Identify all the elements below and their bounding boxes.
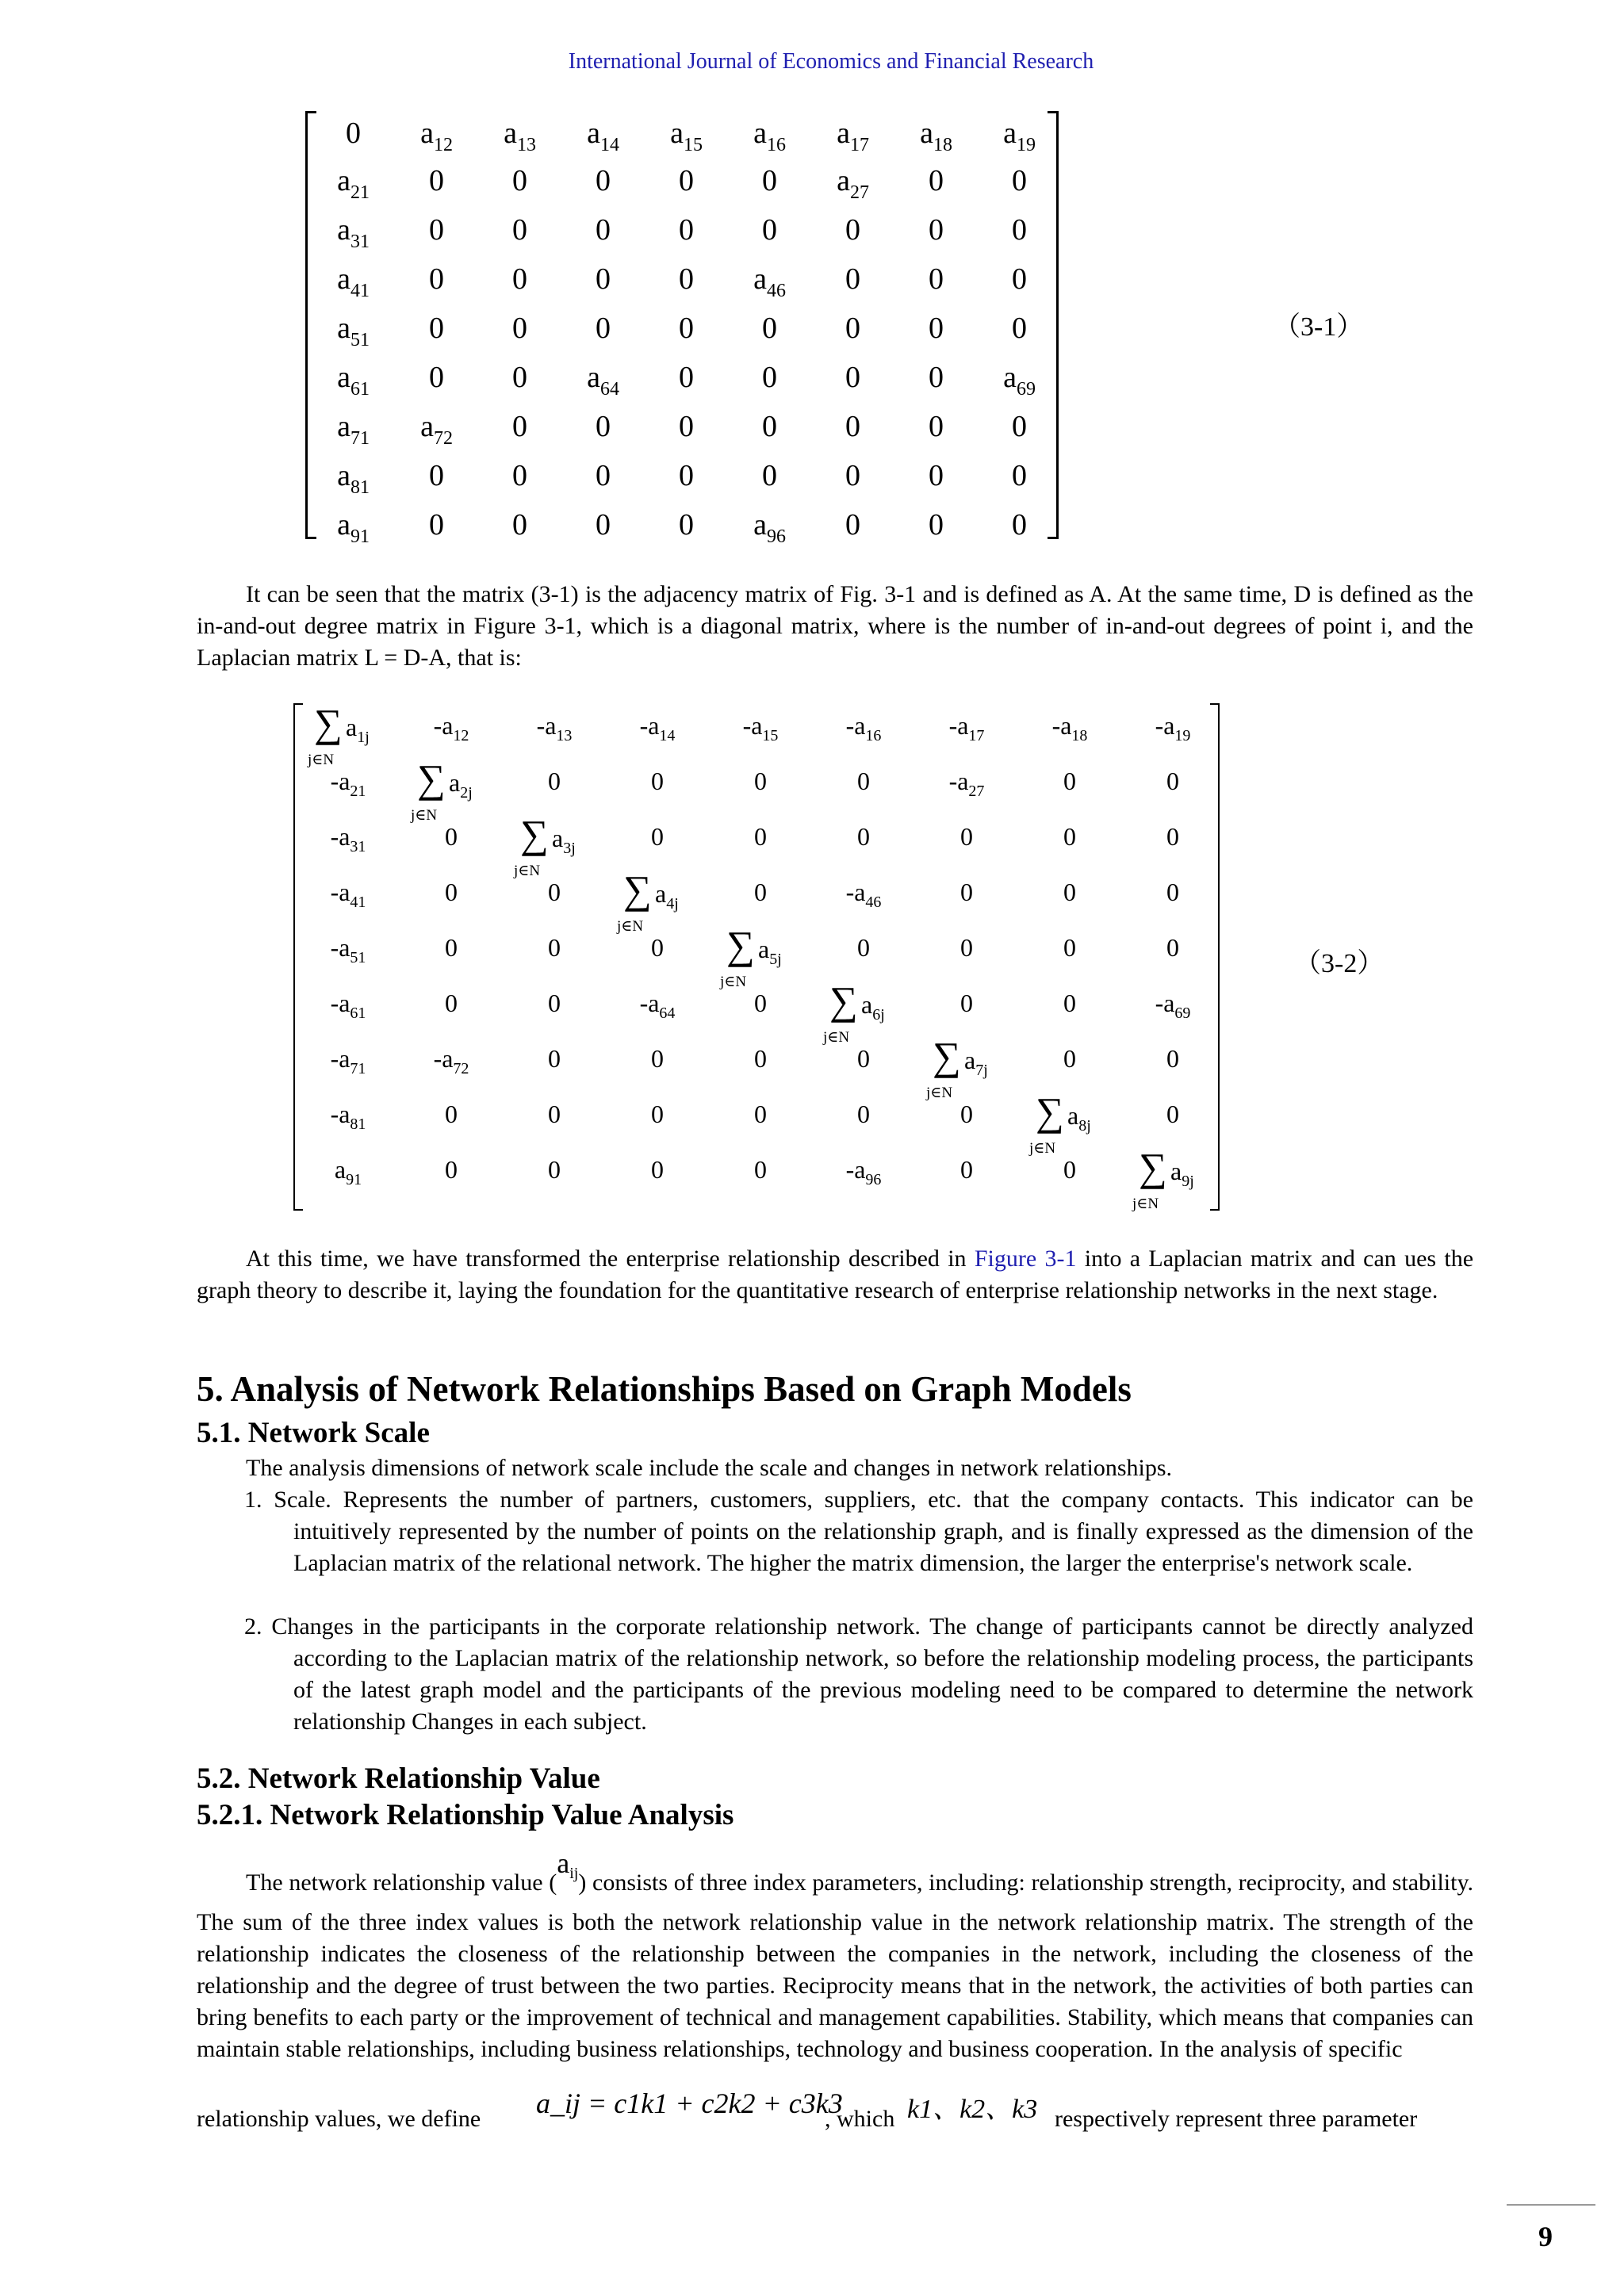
matrix-entry: $a_{81}$ <box>337 459 370 498</box>
matrix-entry: 0 <box>512 213 527 247</box>
matrix-entry: $a_{64}$ <box>587 361 619 400</box>
matrix-entry: $-a_{41}$ <box>330 878 366 911</box>
paragraph-relationship-value: The network relationship value $(a_{ij})$ consists of three index parameters, including: relationship strength, reciprocity, and stability. The sum of the three index values is both the network relationship value in the network relationship matrix. The strength of the relationship indicates the closeness of the relationship between the companies in the network, including the closeness of the relationship and the degree of trust between the two parties. Reciprocity means that in the network, the activities of both parties can bring benefits to each party or the improvement of technical and management capabilities. Stability, which means that companies can maintain stable relationships, including business relationships, technology and business cooperation. In the analysis of specific <box>197 1847 1473 2062</box>
matrix-entry: 0 <box>754 989 767 1017</box>
matrix-entry: 0 <box>857 822 870 851</box>
matrix-entry: 0 <box>929 361 944 394</box>
matrix-entry: $-a_{31}$ <box>330 822 366 855</box>
matrix-entry: $a_{18}$ <box>920 117 952 155</box>
degree-sum: ∑ $a_{5j}$ j∈N <box>720 923 782 990</box>
matrix-entry: 0 <box>762 459 777 492</box>
section-5-heading: 5. Analysis of Network Relationships Based on Graph Models <box>197 1369 1132 1409</box>
matrix-entry: 0 <box>857 933 870 962</box>
matrix-entry: 0 <box>679 459 694 492</box>
matrix-entry: 0 <box>929 508 944 541</box>
matrix-entry: 0 <box>929 262 944 296</box>
matrix-entry: 0 <box>1012 262 1027 296</box>
matrix-entry: $a_{19}$ <box>1003 117 1036 155</box>
matrix-entry: 0 <box>857 1100 870 1128</box>
matrix-entry: 0 <box>1012 459 1027 492</box>
matrix-entry: 0 <box>679 508 694 541</box>
matrix-entry: $-a_{64}$ <box>639 989 676 1022</box>
matrix-entry: $-a_{15}$ <box>742 711 779 744</box>
matrix-entry: 0 <box>960 822 973 851</box>
matrix-entry: 0 <box>1063 822 1076 851</box>
matrix-entry: 0 <box>512 312 527 345</box>
laplacian-matrix <box>293 703 1220 1211</box>
matrix-entry: 0 <box>1166 878 1179 906</box>
matrix-entry: 0 <box>512 361 527 394</box>
matrix-entry: $-a_{61}$ <box>330 989 366 1022</box>
matrix-entry: $a_{14}$ <box>587 117 619 155</box>
matrix-entry: 0 <box>1063 1155 1076 1184</box>
list-item-changes: 2. Changes in the participants in the corporate relationship network. The change of participants cannot be directly analyzed according to the Laplacian matrix of the relationship network, so before the relationship modeling process, the participants of the latest graph model and the participants of the previous modeling need to be compared to determine the network relationship Changes in each subject. <box>244 1613 1473 1735</box>
matrix-entry: 0 <box>960 933 973 962</box>
matrix-entry: 0 <box>845 262 860 296</box>
matrix-entry: $-a_{21}$ <box>330 767 366 800</box>
matrix-entry: 0 <box>762 213 777 247</box>
matrix-entry <box>1121 1145 1224 1216</box>
matrix-entry: $a_{71}$ <box>337 410 370 449</box>
matrix-entry: 0 <box>651 1155 664 1184</box>
matrix-entry: 0 <box>929 213 944 247</box>
matrix-entry: 0 <box>845 361 860 394</box>
matrix-entry: 0 <box>762 410 777 443</box>
matrix-entry: $a_{31}$ <box>337 213 370 252</box>
matrix-entry: 0 <box>845 213 860 247</box>
section-5-2-1-heading: 5.2.1. Network Relationship Value Analysis <box>197 1799 734 1831</box>
matrix-entry <box>606 867 709 939</box>
matrix-entry: 0 <box>429 312 444 345</box>
matrix-entry: 0 <box>512 459 527 492</box>
matrix-entry: 0 <box>845 410 860 443</box>
degree-sum: ∑ $a_{2j}$ j∈N <box>411 756 473 824</box>
matrix-entry: 0 <box>429 508 444 541</box>
matrix-entry: $-a_{46}$ <box>845 878 882 911</box>
matrix-entry: 0 <box>960 1100 973 1128</box>
matrix-entry: 0 <box>679 361 694 394</box>
matrix-entry: 0 <box>1063 1044 1076 1073</box>
last-line-which: , which <box>825 2106 895 2132</box>
degree-sum: ∑ $a_{9j}$ j∈N <box>1132 1145 1194 1212</box>
matrix-entry: 0 <box>960 878 973 906</box>
matrix-entry: $a_{91}$ <box>334 1155 362 1188</box>
matrix-entry: $-a_{81}$ <box>330 1100 366 1133</box>
matrix-entry: 0 <box>857 1044 870 1073</box>
degree-sum: ∑ $a_{4j}$ j∈N <box>617 867 679 935</box>
matrix-entry: 0 <box>548 933 561 962</box>
matrix-entry: 0 <box>845 312 860 345</box>
matrix-entry: 0 <box>596 262 611 296</box>
matrix-entry <box>709 923 812 994</box>
last-line-tail: respectively represent three parameter <box>1055 2106 1418 2132</box>
matrix-entry: 0 <box>1063 767 1076 795</box>
matrix-entry <box>503 812 606 883</box>
matrix-entry: $-a_{71}$ <box>330 1044 366 1077</box>
matrix-entry: 0 <box>445 822 458 851</box>
matrix-entry: $-a_{16}$ <box>845 711 882 744</box>
degree-sum: ∑ $a_{7j}$ j∈N <box>926 1034 988 1101</box>
matrix-entry: 0 <box>445 1100 458 1128</box>
matrix-entry: 0 <box>857 767 870 795</box>
matrix-entry: 0 <box>960 1155 973 1184</box>
matrix-entry: $-a_{14}$ <box>639 711 676 744</box>
matrix-entry: 0 <box>512 262 527 296</box>
matrix-entry: 0 <box>429 164 444 197</box>
matrix-entry: 0 <box>346 117 361 150</box>
figure-3-1-link[interactable]: Figure 3-1 <box>974 1246 1077 1272</box>
matrix-entry: 0 <box>929 459 944 492</box>
matrix-entry: 0 <box>596 508 611 541</box>
matrix-entry: $a_{91}$ <box>337 508 370 547</box>
matrix-entry: 0 <box>651 822 664 851</box>
matrix-entry: $a_{16}$ <box>753 117 786 155</box>
matrix-entry <box>400 756 503 828</box>
matrix-entry: 0 <box>445 1155 458 1184</box>
matrix-entry: 0 <box>1166 767 1179 795</box>
matrix-entry: 0 <box>548 989 561 1017</box>
matrix-entry <box>915 1034 1018 1105</box>
equation-number-3-2: （3-2） <box>1294 949 1385 978</box>
matrix-entry: $-a_{27}$ <box>948 767 985 800</box>
matrix-entry: 0 <box>1063 933 1076 962</box>
section-5-2-heading: 5.2. Network Relationship Value <box>197 1762 600 1795</box>
matrix-entry: 0 <box>754 1155 767 1184</box>
matrix-entry: 0 <box>679 262 694 296</box>
matrix-entry: 0 <box>1012 410 1027 443</box>
degree-sum: ∑ $a_{8j}$ j∈N <box>1029 1089 1091 1157</box>
matrix-entry: 0 <box>1012 312 1027 345</box>
matrix-entry: 0 <box>1012 508 1027 541</box>
matrix-entry: 0 <box>929 164 944 197</box>
matrix-entry: 0 <box>1063 989 1076 1017</box>
matrix-entry: $a_{41}$ <box>337 262 370 301</box>
matrix-entry: 0 <box>1166 933 1179 962</box>
matrix-entry: 0 <box>429 262 444 296</box>
matrix-entry: $-a_{51}$ <box>330 933 366 966</box>
matrix-entry: 0 <box>679 164 694 197</box>
last-line-lead: relationship values, we define <box>197 2106 481 2132</box>
matrix-entry: $a_{27}$ <box>837 164 869 203</box>
matrix-entry: 0 <box>429 213 444 247</box>
matrix-entry: 0 <box>762 361 777 394</box>
matrix-entry: $-a_{19}$ <box>1155 711 1191 744</box>
matrix-entry: $a_{13}$ <box>504 117 536 155</box>
matrix-entry: 0 <box>845 459 860 492</box>
matrix-entry: $-a_{12}$ <box>433 711 469 744</box>
list-item-scale: 1. Scale. Represents the number of partners, customers, suppliers, etc. that the company contacts. This indicator can be intuitively represented by the number of points on the relationship graph, and is finally expressed as the dimension of the Laplacian matrix of the relational network. The higher the matrix dimension, the larger the enterprise's network scale. <box>244 1487 1473 1576</box>
matrix-entry: 0 <box>1012 164 1027 197</box>
matrix-entry: $a_{46}$ <box>753 262 786 301</box>
matrix-entry: 0 <box>596 164 611 197</box>
matrix-entry: 0 <box>596 410 611 443</box>
matrix-entry <box>812 978 915 1050</box>
matrix-entry: 0 <box>512 508 527 541</box>
matrix-entry: 0 <box>651 1044 664 1073</box>
matrix-entry: 0 <box>960 989 973 1017</box>
matrix-entry: 0 <box>679 410 694 443</box>
matrix-entry: 0 <box>754 878 767 906</box>
matrix-entry: 0 <box>512 410 527 443</box>
paragraph-laplacian <box>197 1243 1473 1307</box>
matrix-entry: 0 <box>651 933 664 962</box>
matrix-entry: $-a_{17}$ <box>948 711 985 744</box>
matrix-entry: 0 <box>548 1100 561 1128</box>
matrix-entry: 0 <box>596 213 611 247</box>
matrix-entry: 0 <box>548 1155 561 1184</box>
matrix-entry: 0 <box>651 1100 664 1128</box>
para2-text-a: At this time, we have transformed the enterprise relationship described in <box>246 1246 975 1272</box>
matrix-entry: 0 <box>679 312 694 345</box>
matrix-entry: $a_{61}$ <box>337 361 370 400</box>
matrix-entry: 0 <box>548 878 561 906</box>
matrix-entry: $a_{21}$ <box>337 164 370 203</box>
matrix-entry: 0 <box>548 767 561 795</box>
matrix-entry: $a_{69}$ <box>1003 361 1036 400</box>
relationship-value-formula: a_ij = c1k1 + c2k2 + c3k3 <box>536 2087 843 2119</box>
matrix-entry: 0 <box>1166 1100 1179 1128</box>
matrix-entry: 0 <box>845 508 860 541</box>
matrix-entry: 0 <box>754 1100 767 1128</box>
matrix-entry: 0 <box>512 164 527 197</box>
matrix-entry: 0 <box>596 312 611 345</box>
matrix-entry: $a_{96}$ <box>753 508 786 547</box>
matrix-entry: 0 <box>1166 822 1179 851</box>
matrix-entry: $a_{72}$ <box>420 410 453 449</box>
matrix-entry: $-a_{13}$ <box>536 711 573 744</box>
matrix-entry: 0 <box>445 878 458 906</box>
matrix-entry: 0 <box>548 1044 561 1073</box>
matrix-entry: 0 <box>445 933 458 962</box>
matrix-entry: $-a_{72}$ <box>433 1044 469 1077</box>
matrix-entry: $a_{51}$ <box>337 312 370 350</box>
matrix-entry: 0 <box>929 410 944 443</box>
matrix-entry: 0 <box>429 459 444 492</box>
matrix-entry: 0 <box>1063 878 1076 906</box>
matrix-entry: $-a_{18}$ <box>1051 711 1088 744</box>
matrix-entry: 0 <box>754 767 767 795</box>
equation-number-3-1: （3-1） <box>1274 312 1364 342</box>
a-symbol: a <box>557 1847 570 1879</box>
matrix-entry: $a_{15}$ <box>670 117 703 155</box>
matrix-entry <box>297 701 400 772</box>
journal-header: International Journal of Economics and Financial Research <box>568 49 1094 74</box>
matrix-entry: 0 <box>445 989 458 1017</box>
matrix-entry: 0 <box>754 822 767 851</box>
section-5-1-heading: 5.1. Network Scale <box>197 1417 430 1449</box>
degree-sum: ∑ $a_{6j}$ j∈N <box>823 978 885 1046</box>
matrix-entry: 0 <box>596 459 611 492</box>
matrix-entry: 0 <box>762 312 777 345</box>
matrix-entry: $a_{12}$ <box>420 117 453 155</box>
matrix-entry: 0 <box>1012 213 1027 247</box>
k-parameters: k1、k2、k3 <box>907 2095 1038 2124</box>
matrix-entry: $a_{17}$ <box>837 117 869 155</box>
paragraph-adjacency: It can be seen that the matrix (3-1) is the adjacency matrix of Fig. 3-1 and is defined as A. At the same time, D is defined as the in-and-out degree matrix in Figure 3-1, which is a diagonal matrix, where is the number of in-and-out degrees of point i, and the Laplacian matrix L = D-A, that is: <box>197 581 1473 671</box>
matrix-entry: 0 <box>651 767 664 795</box>
footer-rule <box>1507 2204 1595 2206</box>
matrix-entry: 0 <box>929 312 944 345</box>
section-5-1-intro: The analysis dimensions of network scale include the scale and changes in network relationships. <box>246 1455 1173 1481</box>
matrix-entry <box>1018 1089 1121 1161</box>
degree-sum: ∑ $a_{3j}$ j∈N <box>514 812 576 879</box>
matrix-entry: 0 <box>429 361 444 394</box>
matrix-entry: 0 <box>754 1044 767 1073</box>
adjacency-matrix <box>305 111 1059 547</box>
page-number: 9 <box>1538 2221 1553 2252</box>
matrix-entry: 0 <box>1166 1044 1179 1073</box>
degree-sum: ∑ $a_{1j}$ j∈N <box>308 701 370 768</box>
matrix-entry: 0 <box>679 213 694 247</box>
para2-text-b: into a Laplacian matrix and can ues the graph theory to describe it, laying the foundation for the quantitative research of enterprise relationship networks in the next stage. <box>197 1246 1474 1303</box>
matrix-entry: $-a_{69}$ <box>1155 989 1191 1022</box>
matrix-entry: 0 <box>762 164 777 197</box>
matrix-entry: $-a_{96}$ <box>845 1155 882 1188</box>
